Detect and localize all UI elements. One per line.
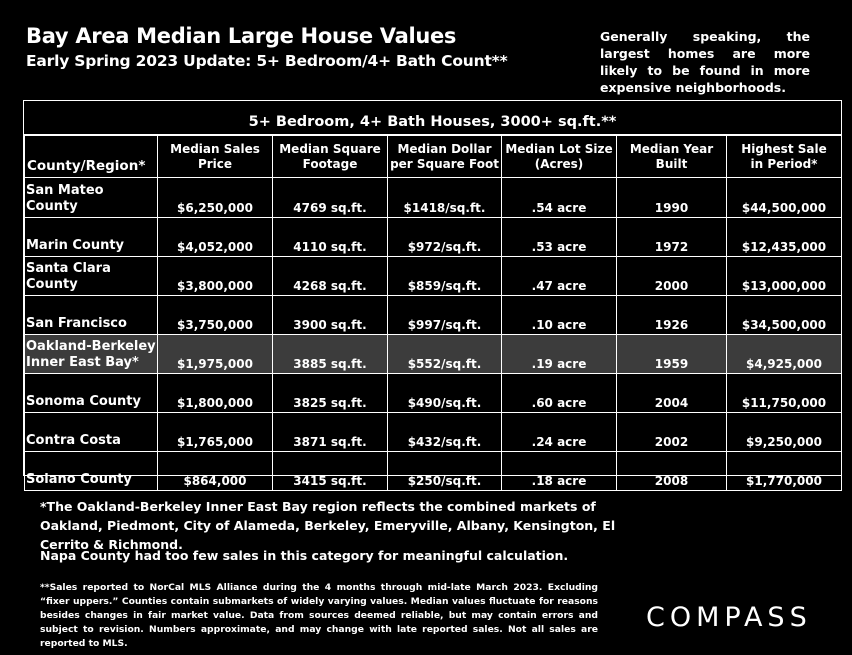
ppsf-cell: $972/sq.ft.	[388, 218, 502, 257]
lot-cell: .19 acre	[502, 335, 617, 374]
price-cell: $3,800,000	[158, 257, 273, 296]
ppsf-cell: $552/sq.ft.	[388, 335, 502, 374]
sqft-cell: 3415 sq.ft.	[273, 452, 388, 491]
column-header-ppsf: Median Dollar per Square Foot	[388, 136, 502, 178]
data-table-frame	[23, 100, 842, 488]
highest-cell: $1,770,000	[727, 452, 842, 491]
column-header-lot: Median Lot Size (Acres)	[502, 136, 617, 178]
highest-cell: $34,500,000	[727, 296, 842, 335]
region-cell: Sonoma County	[25, 374, 158, 413]
table-row	[25, 413, 842, 452]
compass-logo: COMPASS	[646, 602, 812, 633]
price-cell: $1,975,000	[158, 335, 273, 374]
sqft-cell: 3900 sq.ft.	[273, 296, 388, 335]
lot-cell: .47 acre	[502, 257, 617, 296]
year-cell: 2004	[617, 374, 727, 413]
highest-cell: $13,000,000	[727, 257, 842, 296]
price-cell: $3,750,000	[158, 296, 273, 335]
year-cell: 1972	[617, 218, 727, 257]
price-cell: $1,765,000	[158, 413, 273, 452]
year-cell: 2002	[617, 413, 727, 452]
sqft-cell: 4769 sq.ft.	[273, 178, 388, 218]
highest-cell: $44,500,000	[727, 178, 842, 218]
highest-cell: $4,925,000	[727, 335, 842, 374]
page-subtitle: Early Spring 2023 Update: 5+ Bedroom/4+ Bath Count**	[26, 52, 508, 70]
region-cell: San Mateo County	[25, 178, 158, 218]
table-row	[25, 335, 842, 374]
highest-cell: $12,435,000	[727, 218, 842, 257]
lot-cell: .54 acre	[502, 178, 617, 218]
price-cell: $1,800,000	[158, 374, 273, 413]
ppsf-cell: $432/sq.ft.	[388, 413, 502, 452]
top-note: Generally speaking, the largest homes are more likely to be found in more expensive neighborhoods.	[600, 29, 810, 95]
table-header-row	[25, 136, 842, 178]
column-header-sqft: Median Square Footage	[273, 136, 388, 178]
region-cell: Solano County	[25, 452, 158, 491]
table-caption-band	[24, 101, 841, 135]
year-cell: 1926	[617, 296, 727, 335]
sqft-cell: 3871 sq.ft.	[273, 413, 388, 452]
year-cell: 2000	[617, 257, 727, 296]
region-cell: Marin County	[25, 218, 158, 257]
footnote-source: **Sales reported to NorCal MLS Alliance during the 4 months through mid-late March 2023. Excluding “fixer uppers.” Counties contain submarkets of widely varying values. Median values fluctuate for reasons besides changes in fair market value. Data from sources deemed reliable, but may contain errors and subject to revision. Numbers approximate, and may change with late reported sales. Not all sales are reported to MLS.	[40, 582, 598, 649]
sqft-cell: 4268 sq.ft.	[273, 257, 388, 296]
ppsf-cell: $859/sq.ft.	[388, 257, 502, 296]
sqft-cell: 3825 sq.ft.	[273, 374, 388, 413]
lot-cell: .24 acre	[502, 413, 617, 452]
year-cell: 2008	[617, 452, 727, 491]
region-cell: San Francisco	[25, 296, 158, 335]
highest-cell: $9,250,000	[727, 413, 842, 452]
column-header-region: County/Region*	[25, 136, 158, 178]
page-title: Bay Area Median Large House Values	[26, 24, 457, 48]
table-row	[25, 218, 842, 257]
lot-cell: .18 acre	[502, 452, 617, 491]
sqft-cell: 3885 sq.ft.	[273, 335, 388, 374]
lot-cell: .10 acre	[502, 296, 617, 335]
year-cell: 1959	[617, 335, 727, 374]
column-header-highest: Highest Sale in Period*	[727, 136, 842, 178]
footnote-napa: Napa County had too few sales in this category for meaningful calculation.	[40, 548, 569, 563]
price-cell: $6,250,000	[158, 178, 273, 218]
price-cell: $864,000	[158, 452, 273, 491]
table-row	[25, 374, 842, 413]
highest-cell: $11,750,000	[727, 374, 842, 413]
sqft-cell: 4110 sq.ft.	[273, 218, 388, 257]
ppsf-cell: $490/sq.ft.	[388, 374, 502, 413]
price-cell: $4,052,000	[158, 218, 273, 257]
lot-cell: .60 acre	[502, 374, 617, 413]
footnote-oakland: *The Oakland-Berkeley Inner East Bay region reflects the combined markets of Oakland, Piedmont, City of Alameda, Berkeley, Emeryville, Albany, Kensington, El Cerrito & Richmond.	[40, 499, 616, 552]
year-cell: 1990	[617, 178, 727, 218]
ppsf-cell: $250/sq.ft.	[388, 452, 502, 491]
data-table	[24, 135, 842, 491]
ppsf-cell: $997/sq.ft.	[388, 296, 502, 335]
column-header-price: Median Sales Price	[158, 136, 273, 178]
ppsf-cell: $1418/sq.ft.	[388, 178, 502, 218]
table-row	[25, 452, 842, 491]
region-cell: Contra Costa	[25, 413, 158, 452]
table-caption: 5+ Bedroom, 4+ Bath Houses, 3000+ sq.ft.**	[248, 114, 617, 130]
region-cell: Oakland-Berkeley Inner East Bay*	[25, 335, 158, 374]
table-row	[25, 296, 842, 335]
column-header-year: Median Year Built	[617, 136, 727, 178]
lot-cell: .53 acre	[502, 218, 617, 257]
table-row	[25, 178, 842, 218]
region-cell: Santa Clara County	[25, 257, 158, 296]
table-row	[25, 257, 842, 296]
